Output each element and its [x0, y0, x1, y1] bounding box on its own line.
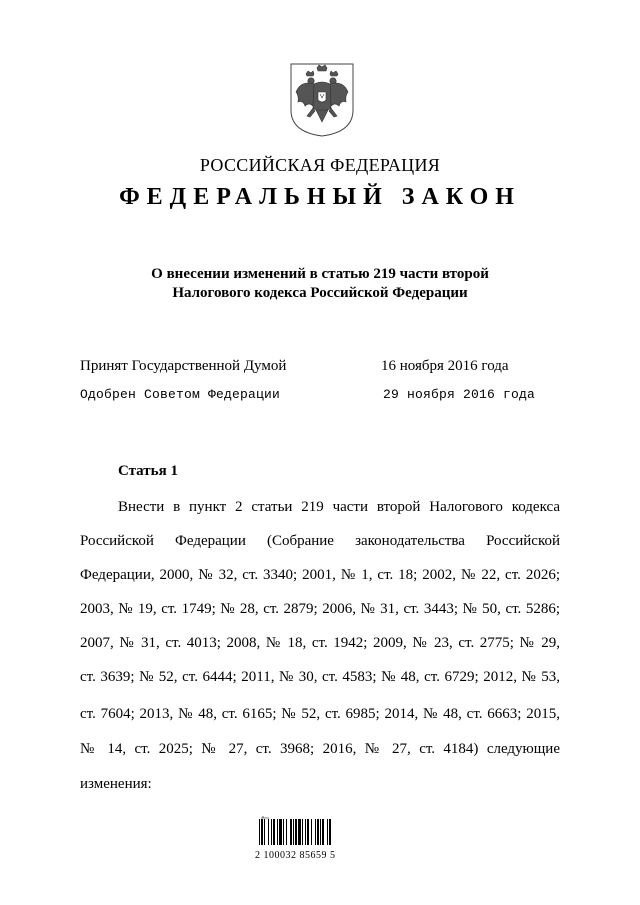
article-text-line: 2003, № 19, ст. 1749; № 28, ст. 2879; 2006, № 31, ст. 3443; № 50, ст. 5286; [80, 601, 560, 617]
article-text-line: ст. 3639; № 52, ст. 6444; 2011, № 30, ст. 4583; № 48, ст. 6729; 2012, № 53, [80, 669, 560, 685]
article-text-line: Российской Федерации (Собрание законодательства Российской [80, 533, 560, 549]
adopted-by-duma-label: Принят Государственной Думой [80, 358, 287, 374]
article-text-line: изменения: [80, 776, 152, 792]
article-text-line: 2007, № 31, ст. 4013; 2008, № 18, ст. 1942; 2009, № 23, ст. 2775; № 29, [80, 635, 560, 651]
article-text-line: Внести в пункт 2 статьи 219 части второй Налогового кодекса [118, 499, 560, 515]
document-title [0, 265, 640, 303]
adopted-by-duma-date: 16 ноября 2016 года [381, 358, 509, 374]
document-title-line: О внесении изменений в статью 219 части второй [151, 266, 489, 282]
article-text-line: № 14, ст. 2025; № 27, ст. 3968; 2016, № 27, ст. 4184) следующие [80, 741, 560, 757]
coat-of-arms-icon [289, 62, 355, 138]
approved-by-council-date: 29 ноября 2016 года [383, 387, 536, 402]
barcode-number: 2 100032 85659 5 [255, 850, 336, 861]
document-type-heading: ФЕДЕРАЛЬНЫЙ ЗАКОН [119, 184, 521, 210]
article-text-line: Федерации, 2000, № 32, ст. 3340; 2001, № 1, ст. 18; 2002, № 22, ст. 2026; [80, 567, 560, 583]
barcode-icon [255, 815, 355, 845]
article-heading: Статья 1 [118, 463, 178, 479]
article-text-line: ст. 7604; 2013, № 48, ст. 6165; № 52, ст. 6985; 2014, № 48, ст. 6663; 2015, [80, 706, 560, 722]
country-heading: РОССИЙСКАЯ ФЕДЕРАЦИЯ [199, 155, 441, 175]
approved-by-council-label: Одобрен Советом Федерации [80, 387, 281, 402]
document-title-line: Налогового кодекса Российской Федерации [172, 285, 468, 301]
